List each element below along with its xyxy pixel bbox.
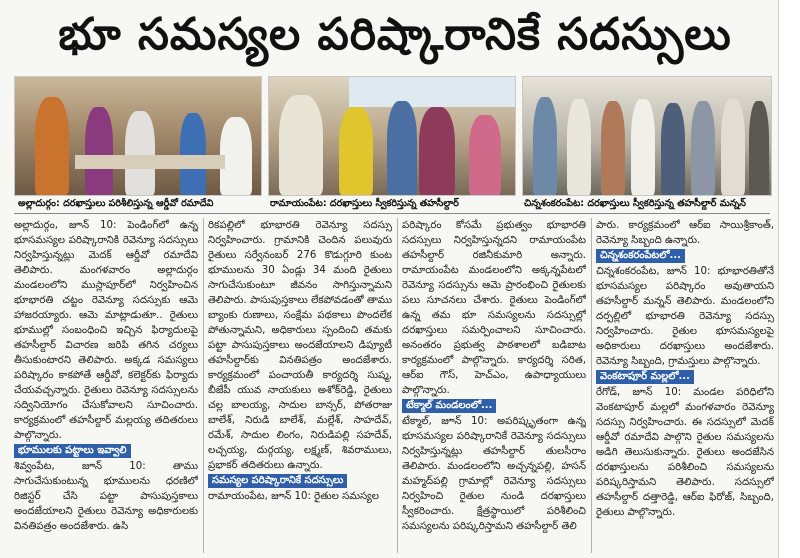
column-4-subhead-2: వెంకటాపూర్ మల్లలో... (596, 370, 694, 384)
column-3-paragraph: పరిష్కారం కోసమే ప్రభుత్వం భూభారతి సదస్సులు నిర్వహిస్తున్నదని రామాయంపేట తహసీల్దార్ రజినీకుమారి అన్నారు. రామాయంపేట మండలంలోని అక్కన్నపేటలో రెవెన్యూ సదస్సును ఆమె ప్రారంభించి రైతులకు పలు సూచనలు చేశారు. రైతులు పెండింగ్‌లో ఉన్న తమ భూ సమస్యలను సదస్సుల్లో దరఖాస్తులు సమర్పించాలని సూచించారు. అనంతరం ప్రభుత్వ పాఠశాలలో బడిబాట కార్యక్రమంలో పాల్గొన్నారు. కార్యదర్శి సరిత, ఆర్ఐ గౌస్, హెచ్‌ఎం, ఉపాధ్యాయులు పాల్గొన్నారు. (402, 220, 586, 396)
column-2-continued: రామాయంపేట, జూన్ 10: రైతుల సమస్యల (208, 491, 379, 502)
caption-photo-1: అల్లాదుర్గం: దరఖాస్తులు పరిశీలిస్తున్న ఆర్డీవో రమాదేవి (18, 198, 214, 209)
column-1-subhead: భూములకు పట్టాలు ఇవ్వాలి (14, 444, 131, 458)
caption-photo-3: చిన్నశంకరంపేట: దరఖాస్తులు స్వీకరిస్తున్న తహసీల్దార్ మన్నన్ (524, 198, 746, 209)
column-2-paragraph: రికపల్లిలో భూభారతి రెవెన్యూ సదస్సు నిర్వహించారు. గ్రామానికి చెందిన పలువురు రైతులు సర్వేనంబర్ 276 కొడుగ్గూరి కుంట భూములను 30 ఏండ్లు 34 మంది రైతులు సాగుచేసుకుంటూ జీవనం సాగిస్తున్నామని తెలిపారు. పాసుపుస్తకాలు లేకపోవడంతో తాము బ్యాంకు రుణాలు, సంక్షేమ పథకాలు పొందలేక పోతున్నామని, అధికారులు స్పందించి తమకు పట్టా పాసుపుస్తకాలు అందజేయాలని డిప్యూటీ తహసీల్దార్‌కు వినతిపత్రం అందజేశారు. కార్యక్రమంలో పంచాయతీ కార్యదర్శి సుష్మ, బీజేపీ యువ నాయకులు అశోక్‌రెడ్డి, రైతులు చల్ల బాలయ్య, సాదుల బాన్సర్, పోతరాజు బాలేశ్, నిరుడి బాలేశ్, మల్లేశ్, సాహదేవ్, రమేశ్, సాదుల లింగం, నిరుడిపల్లి సహదేవ్, లచ్చయ్య, దుర్గయ్య, లక్ష్మణ్, శివరాములు, ప్రభాకర్ తదితరులు ఉన్నారు. (208, 220, 392, 471)
column-3-subhead: టేక్మాల్ మండలంలో... (402, 399, 496, 413)
column-1-paragraph: అల్లాదుర్గం, జూన్ 10: పెండింగ్‌లో ఉన్న భూసమస్యల పరిష్కారానికి రెవెన్యూ సదస్సులు నిర్వహిస్తున్నట్లు మెదక్ ఆర్డీవో రమాదేవి తెలిపారు. మంగళవారం అల్లాదుర్గం మండలంలోని ముస్లాపూర్‌లో నిర్వహించిన భూభారతి చట్టం రెవెన్యూ సదస్సుకు ఆమె హాజరయ్యారు. ఆమె మాట్లాడుతూ.. రైతులు భూముల్లో సంబంధించి ఇచ్చిన ఫిర్యాదులపై తహసీల్దార్ విచారణ జరిపి తగిన చర్యలు తీసుకుంటారని తెలిపారు. అక్కడ సమస్యలు పరిష్కారం కాకపోతే ఆర్డీవో, కలెక్టర్‌కు ఫిర్యాదు చేయవచ్చన్నారు. రైతులు రెవెన్యూ సదస్సులను సద్వినియోగం చేసుకోవాలని సూచించారు. కార్యక్రమంలో తహసీల్దార్ మల్లయ్య తదితరులు పాల్గొన్నారు. (14, 220, 198, 441)
column-divider (203, 218, 204, 553)
column-4-paragraph: పారు. కార్యక్రమంలో ఆర్ఐ సాయిశ్రీకాంత్, రెవెన్యూ సిబ్బంది ఉన్నారు. (596, 220, 774, 246)
column-1-continued: శివ్వంపేట, జూన్ 10: తాము సాగుచేసుకుంటున్న భూములను ధరణిలో రిజిస్టర్ చేసి పట్టా పాసుపుస్తకాలు అందజేయాలని రైతులు రెవెన్యూ అధికారులకు వినతిపత్రం అందజేశారు. ఉసి (14, 461, 198, 532)
adjacent-page-edge (778, 0, 800, 558)
article-column-2 (208, 218, 392, 553)
column-3-continued: టేక్మాల్, జూన్ 10: అపరిష్కృతంగా ఉన్న భూసమస్యల పరిష్కారానికే రెవెన్యూ సదస్సులు నిర్వహిస్తున్నట్లు తహసీల్దార్ తులసీరాం తెలిపారు. మండలంలోని అచ్చన్నపల్లి, హసన్ మహ్మద్‌పల్లి గ్రామాల్లో రెవెన్యూ సదస్సులు నిర్వహించి రైతుల నుండి దరఖాస్తులు స్వీకరించారు. క్షేత్రస్థాయిలో పరిశీలించి సమస్యలను పరిష్కరిస్తామని తహసీల్దార్ తెలి (402, 416, 586, 532)
caption-rule (14, 213, 770, 214)
photo-alladurgam (14, 76, 262, 196)
column-4-continued-2: రేగోడ్, జూన్ 10: మండల పరిధిలోని వెంకటాపూర్ మల్లలో మంగళవారం రెవెన్యూ సదస్సు నిర్వహించారు. ఈ సదస్సులో మెదక్ ఆర్డీవో రమాదేవి పాల్గొని రైతుల సమస్యలను అడిగి తెలుసుకున్నారు. రైతులు అందజేసిన దరఖాస్తులను పరిశీలించి సమస్యలను పరిష్కరిస్తామని తెలిపారు. సదస్సులో తహసీల్దార్ దత్తారెడ్డి, ఆర్ఐ ఫిరోజ్, సిబ్బంది, రైతులు పాల్గొన్నారు. (596, 387, 774, 518)
column-divider (397, 218, 398, 553)
caption-photo-2: రామాయంపేట: దరఖాస్తులు స్వీకరిస్తున్న తహసీల్దార్ (270, 198, 459, 209)
headline: భూ సమస్యల పరిష్కారానికే సదస్సులు (58, 9, 732, 60)
photo-ramayampet (268, 76, 516, 196)
column-divider (591, 218, 592, 553)
photo-chinnashankarampet (522, 76, 772, 196)
article-column-3 (402, 218, 586, 553)
article-column-4 (596, 218, 774, 553)
article-column-1 (14, 218, 198, 553)
column-4-continued: చిన్నశంకరంపేట, జూన్ 10: భూభారతితోనే భూసమస్యల పరిష్కారం అవుతాయని తహసీల్దార్ మన్నన్ తెలిపారు. మండలంలోని దర్పల్లిలో భూభారతి రెవెన్యూ సదస్సు నిర్వహించారు. రైతుల భూసమస్యలపై అధికారులు దరఖాస్తులు అందజేశారు. రెవెన్యూ సిబ్బంది, గ్రామస్తులు పాల్గొన్నారు. (596, 266, 774, 367)
column-2-subhead: సమస్యల పరిష్కారానికే సదస్సులు (208, 474, 347, 488)
column-4-subhead: చిన్నశంకరంపేటలో... (596, 249, 685, 263)
